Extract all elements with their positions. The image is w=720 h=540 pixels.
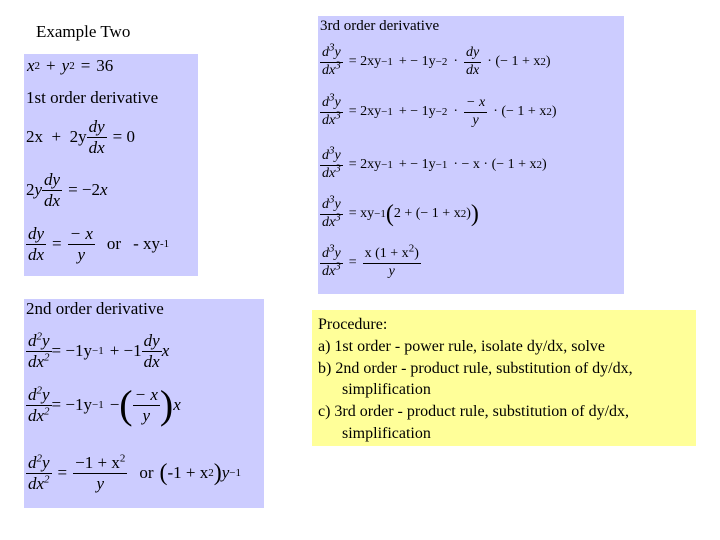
t3-num-exp: 3 — [329, 144, 335, 157]
s3-den: dx — [28, 473, 45, 493]
t3-rhs: = 2xy — [348, 157, 382, 173]
s1-num-exp: 2 — [36, 330, 42, 343]
t5-den-exp: 3 — [335, 260, 341, 273]
l1-lhs: 2x + 2y — [26, 127, 87, 147]
s2-close-paren: ) — [159, 382, 174, 428]
t3-den: dx — [322, 165, 336, 181]
second-order-line-2: $\frac{d^2y}{dx^2}$ = −1y −1 − ( $\frac{- x}{y}$ ) x — [28, 382, 181, 428]
t5-num-var: y — [334, 246, 341, 261]
t4-num-exp: 3 — [329, 193, 335, 206]
l3-eq: = — [52, 234, 62, 254]
t2-tail: · (− 1 + x — [493, 104, 547, 120]
t3-mid: + − 1y — [398, 157, 436, 173]
s1-rhs1: = −1y — [51, 341, 92, 361]
t2-fnum: − x — [464, 96, 487, 113]
t4-open-paren: ( — [385, 200, 394, 227]
s2-fnum: − x — [134, 385, 158, 404]
l1-den: dx — [88, 137, 105, 157]
s2-rhs1: = −1y — [51, 395, 92, 415]
l2-rhs: = −2 — [68, 180, 101, 200]
s1-num: d — [28, 331, 37, 350]
s2-num-var: y — [42, 385, 50, 404]
t5-fden: y — [388, 263, 395, 279]
t1-mid: + − 1y — [398, 54, 436, 70]
s1-fnum: dy — [143, 331, 160, 350]
s3-den-exp: 2 — [44, 473, 50, 486]
s1-num-var: y — [42, 331, 50, 350]
t1-dot: · — [453, 54, 459, 70]
s3-fnum: −1 + x — [75, 453, 120, 472]
circle-equation: x 2 + y 2 = 36 — [27, 56, 114, 75]
t2-lhs — [320, 91, 343, 128]
t3-num: d — [322, 148, 329, 163]
t4-close: ) — [466, 206, 471, 222]
s1-den: dx — [28, 351, 45, 371]
third-order-line-4: $\frac{d^3y}{dx^3}$ = xy −1 ( 2 + (− 1 + x 2 ) ) — [322, 193, 479, 230]
eq-value: 36 — [96, 56, 114, 75]
t4-den-exp: 3 — [335, 211, 341, 224]
s3-paren: -1 + x — [167, 463, 209, 483]
s3-num: d — [28, 453, 37, 472]
t4-num: d — [322, 197, 329, 212]
l1-fraction — [87, 118, 107, 157]
s3-fnum-exp: 2 — [119, 452, 126, 465]
s2-num: d — [28, 385, 37, 404]
t3-close: ) — [542, 157, 547, 173]
t1-num-exp: 3 — [329, 41, 335, 54]
t4-lhs — [320, 193, 343, 230]
s3-eq: = — [57, 463, 68, 483]
t5-fnum-exp: 2 — [408, 242, 415, 255]
third-order-line-1: $\frac{d^3y}{dx^3}$ = 2xy −1 + − 1y −2 · $\frac{dy}{dx}$ · (− 1 + x 2 ) — [322, 41, 551, 78]
procedure-item-c: c) 3rd order - product rule, substitution of dy/dx, — [318, 403, 630, 420]
first-order-heading: 1st order derivative — [26, 88, 159, 107]
third-order-line-2: $\frac{d^3y}{dx^3}$ = 2xy −1 + − 1y −2 · $\frac{- x}{y}$ · (− 1 + x 2 ) — [322, 91, 557, 128]
t5-lhs — [320, 242, 343, 279]
t3-den-exp: 3 — [335, 162, 341, 175]
second-order-line-3: $\frac{d^2y}{dx^2}$ = $\frac{-1 + x^2}{y}$ or ( -1 + x 2 ) y −1 — [28, 452, 242, 493]
s3-tail: y — [221, 463, 230, 483]
t5-fnum-close: ) — [414, 246, 419, 261]
l2-rhs-var: x — [100, 180, 108, 200]
t1-frac — [464, 46, 481, 78]
s2-frac — [133, 386, 160, 425]
l3-rden: y — [77, 244, 86, 264]
eq-x: x — [27, 56, 35, 75]
eq-equals: = — [80, 56, 91, 75]
s3-fden: y — [96, 473, 104, 493]
procedure-item-b-cont: simplification — [342, 381, 431, 398]
t3-lhs — [320, 144, 343, 181]
s2-lhs — [26, 386, 52, 425]
l3-rfraction — [68, 225, 95, 264]
third-order-heading: 3rd order derivative — [320, 18, 440, 34]
t4-num-var: y — [334, 197, 341, 212]
l1-num: dy — [88, 117, 105, 136]
l2-den: dx — [44, 190, 61, 210]
s2-den: dx — [28, 405, 45, 425]
t4-den: dx — [322, 214, 336, 230]
l3-num: dy — [28, 224, 45, 243]
third-order-line-5 — [320, 242, 421, 279]
t1-den: dx — [322, 62, 336, 78]
procedure-title: Procedure: — [318, 316, 388, 333]
t2-num: d — [322, 95, 329, 110]
s3-num-var: y — [42, 453, 50, 472]
t2-close: ) — [551, 104, 557, 120]
l3-fraction — [26, 225, 46, 264]
t2-mid: + − 1y — [398, 104, 436, 120]
t1-num-var: y — [334, 45, 341, 60]
s2-fden: y — [142, 405, 151, 425]
t1-close: ) — [545, 54, 551, 70]
s2-open-paren: ( — [119, 382, 133, 428]
s2-tail: x — [173, 395, 181, 415]
s1-tail: x — [161, 341, 170, 361]
s2-den-exp: 2 — [44, 405, 50, 418]
t1-tail: · (− 1 + x — [487, 54, 541, 70]
t1-fden: dx — [466, 62, 480, 78]
s2-minus: − — [109, 395, 120, 415]
t5-fnum: x (1 + x — [364, 246, 409, 261]
t2-fden: y — [472, 112, 479, 128]
t4-close-paren: ) — [470, 200, 479, 227]
first-order-line-1 — [26, 118, 135, 157]
s1-den-exp: 2 — [44, 351, 50, 364]
second-order-line-1: $\frac{d^2y}{dx^2}$ = −1y −1 + −1 $\frac{dy}{dx}$ x — [28, 330, 170, 371]
s1-fden: dx — [143, 351, 160, 371]
s3-frac — [73, 454, 127, 493]
procedure-item-a: a) 1st order - power rule, isolate dy/dx, solve — [318, 338, 606, 355]
t2-den: dx — [322, 112, 336, 128]
s2-num-exp: 2 — [36, 384, 42, 397]
l1-rhs: = 0 — [112, 127, 135, 147]
procedure-item-b: b) 2nd order - product rule, substitution of dy/dx, — [318, 360, 633, 377]
eq-y: y — [61, 56, 70, 75]
l2-num: dy — [44, 170, 61, 189]
t4-rhs: = xy — [348, 206, 375, 222]
t4-inner: 2 + (− 1 + x — [393, 206, 461, 222]
page-title: Example Two — [36, 22, 131, 41]
s3-close-paren: ) — [213, 459, 222, 486]
s3-lhs — [26, 454, 52, 493]
t5-num: d — [322, 246, 329, 261]
procedure-item-c-cont: simplification — [342, 425, 431, 442]
t3-tail: · − x · (− 1 + x — [453, 157, 537, 173]
t1-rhs: = 2xy — [348, 54, 382, 70]
t2-dot: · — [453, 104, 459, 120]
t1-fnum: dy — [464, 46, 481, 63]
t1-den-exp: 3 — [335, 59, 341, 72]
t1-num: d — [322, 45, 329, 60]
t2-den-exp: 3 — [335, 109, 341, 122]
first-order-line-3: $\frac{dy}{dx}$ = $\frac{- x}{y}$ or - xy -1 — [28, 224, 170, 264]
eq-plus: + — [46, 56, 56, 75]
l3-den: dx — [28, 244, 45, 264]
second-order-heading: 2nd order derivative — [26, 299, 164, 318]
s3-or: or — [139, 463, 154, 483]
t5-frac — [363, 242, 421, 279]
s3-num-exp: 2 — [36, 452, 42, 465]
t5-den: dx — [322, 263, 336, 279]
s1-lhs — [26, 332, 52, 371]
l2-lhs-var: y — [34, 180, 43, 200]
t3-num-var: y — [334, 148, 341, 163]
s1-frac — [142, 332, 162, 371]
l3-alt: - xy — [133, 234, 161, 254]
l2-fraction — [42, 171, 62, 210]
t5-num-exp: 3 — [329, 242, 335, 255]
l3-rnum: − x — [69, 224, 93, 243]
l3-or: or — [106, 234, 122, 254]
t1-lhs — [320, 41, 343, 78]
t2-rhs: = 2xy — [348, 104, 382, 120]
s3-open-paren: ( — [159, 459, 168, 486]
third-order-line-3: $\frac{d^3y}{dx^3}$ = 2xy −1 + − 1y −1 · − x · (− 1 + x 2 ) — [322, 144, 547, 181]
t2-num-var: y — [334, 95, 341, 110]
t2-frac — [464, 96, 487, 128]
t2-num-exp: 3 — [329, 91, 335, 104]
t5-rhs: = — [348, 255, 357, 271]
first-order-line-2 — [26, 171, 108, 210]
l2-lhs: 2 — [26, 180, 35, 200]
s1-rhs2: + −1 — [109, 341, 142, 361]
